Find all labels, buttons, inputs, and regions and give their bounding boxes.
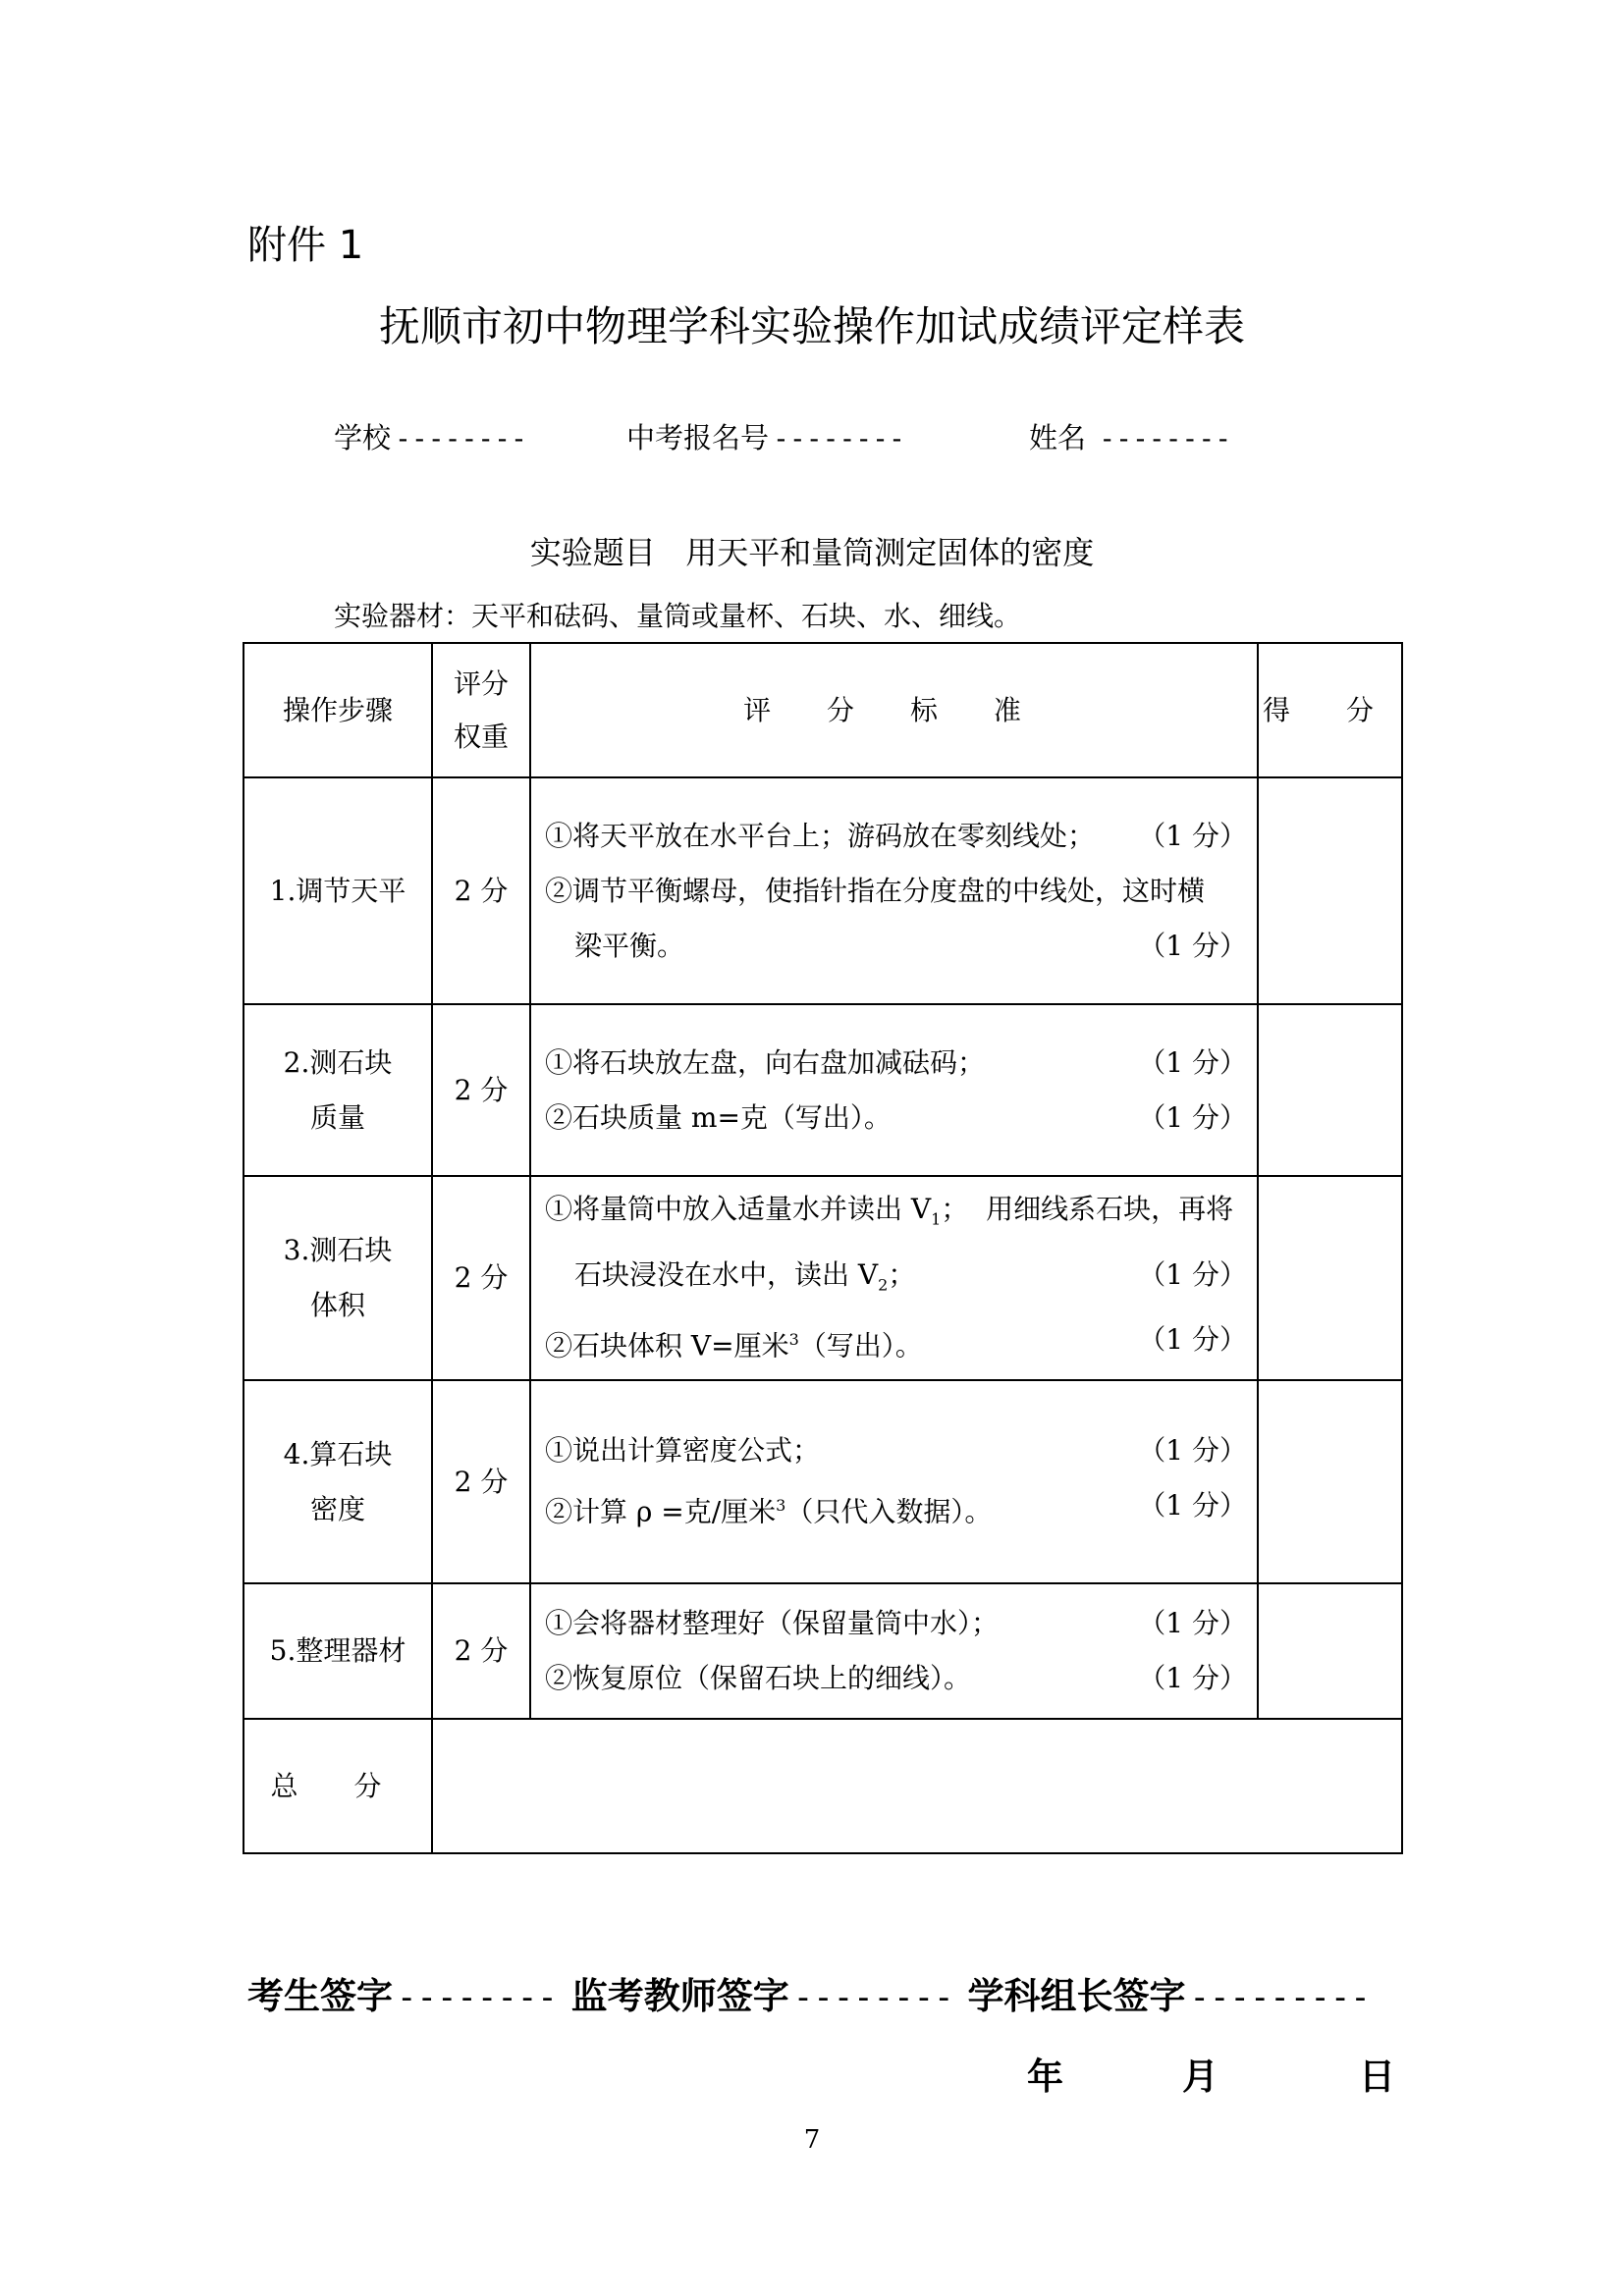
- criteria-cell: [530, 777, 1258, 1004]
- proctor-signature-label: 监考教师签字: [570, 1975, 789, 2017]
- attachment-label: 附件 1: [247, 223, 364, 268]
- table-header-row: [244, 643, 1402, 777]
- subscript: 2: [878, 1275, 889, 1295]
- scoring-table: [243, 642, 1403, 1854]
- weight-cell: 2 分: [432, 1176, 530, 1380]
- score-input-cell[interactable]: [1258, 777, 1402, 1004]
- criterion-text: [545, 1182, 1233, 1248]
- step-name-line2: 质量: [309, 1100, 365, 1134]
- criterion-text: ②石块质量 m=克（写出）。: [545, 1100, 892, 1134]
- school-label: 学校: [334, 421, 392, 454]
- criterion-line: [545, 1036, 1247, 1091]
- name-label: 姓名: [1029, 421, 1087, 454]
- criterion-points: （1 分）: [1138, 1607, 1247, 1639]
- criterion-points: （1 分）: [1138, 1100, 1247, 1134]
- criterion-points: （1 分）: [1138, 1489, 1247, 1522]
- criterion-text-b: （写出）。: [798, 1329, 923, 1362]
- criterion-points: （1 分）: [1138, 929, 1247, 962]
- criterion-points: （1 分）: [1138, 1434, 1247, 1468]
- weight-cell: 2 分: [432, 1380, 530, 1583]
- criterion-line: [545, 919, 1247, 974]
- criterion-text-a: ①将量筒中放入适量水并读出 V: [545, 1193, 932, 1226]
- criterion-text-b: ； 用细线系石块，再将: [941, 1193, 1234, 1226]
- score-input-cell[interactable]: [1258, 1380, 1402, 1583]
- criterion-text: ②恢复原位（保留石块上的细线）。: [545, 1662, 972, 1694]
- exam-number-blank: --------: [773, 422, 905, 454]
- date-year: 年: [1027, 2056, 1063, 2098]
- step-name-line2: 体积: [309, 1289, 365, 1321]
- page-number: 7: [803, 2125, 821, 2155]
- step-name: 4.算石块: [283, 1437, 393, 1470]
- criteria-cell: [530, 1583, 1258, 1719]
- exam-number-field: [626, 416, 905, 456]
- step-cell: [244, 1380, 432, 1583]
- student-signature-label: 考生签字: [247, 1975, 393, 2017]
- criteria-cell: [530, 1004, 1258, 1176]
- table-row: [244, 1583, 1402, 1719]
- header-step: 操作步骤: [244, 643, 432, 777]
- criterion-text: ①将天平放在水平台上；游码放在零刻线处；: [545, 819, 1096, 852]
- experiment-materials: 实验器材：天平和砝码、量筒或量杯、石块、水、细线。: [334, 600, 1022, 632]
- criterion-points: （1 分）: [1138, 1257, 1247, 1291]
- criterion-line: [545, 1423, 1247, 1478]
- criterion-points: （1 分）: [1138, 1662, 1247, 1694]
- leader-signature-blank[interactable]: ---------: [1189, 1978, 1371, 2017]
- criterion-line: [545, 1478, 1247, 1539]
- table-row: [244, 1380, 1402, 1583]
- criterion-text-a: ②石块体积 V=厘米: [545, 1329, 789, 1362]
- step-name: 3.测石块: [283, 1234, 393, 1266]
- criterion-text-b: （只代入数据）。: [785, 1495, 993, 1528]
- superscript: 3: [788, 1330, 799, 1350]
- criterion-points: （1 分）: [1138, 1045, 1247, 1079]
- criterion-text: ①将石块放左盘，向右盘加减砝码；: [545, 1045, 986, 1079]
- header-weight-line2: 权重: [453, 720, 509, 753]
- school-blank: --------: [395, 422, 527, 454]
- step-cell: [244, 1583, 432, 1719]
- signature-line: [247, 1966, 1384, 2019]
- criterion-line: [545, 1248, 1247, 1313]
- score-input-cell[interactable]: [1258, 1004, 1402, 1176]
- weight-cell: 2 分: [432, 1583, 530, 1719]
- date-month: 月: [1182, 2056, 1218, 2098]
- total-row: [244, 1719, 1402, 1853]
- criterion-line: [545, 1312, 1247, 1373]
- score-input-cell[interactable]: [1258, 1176, 1402, 1380]
- school-field: [334, 416, 527, 456]
- subscript: 1: [931, 1209, 942, 1229]
- criterion-line: [545, 1651, 1247, 1706]
- step-name-line2: 密度: [309, 1492, 365, 1525]
- criterion-line: [545, 864, 1247, 919]
- header-score: 得 分: [1258, 643, 1402, 777]
- header-weight: [432, 643, 530, 777]
- criterion-text-continued: 梁平衡。: [574, 929, 685, 962]
- criterion-points: （1 分）: [1138, 819, 1247, 852]
- total-label: 总 分: [244, 1719, 432, 1853]
- leader-signature-label: 学科组长签字: [967, 1975, 1186, 2017]
- criterion-text: ①会将器材整理好（保留量筒中水）；: [545, 1607, 1000, 1639]
- criterion-line: [545, 1091, 1247, 1146]
- step-cell: [244, 1004, 432, 1176]
- criterion-points: （1 分）: [1138, 1323, 1247, 1357]
- criterion-line: [545, 809, 1247, 864]
- step-cell: [244, 777, 432, 1004]
- criterion-line: [545, 1182, 1247, 1248]
- total-score-cell[interactable]: [432, 1719, 1402, 1853]
- step-name: 5.整理器材: [269, 1634, 406, 1667]
- step-name: 1.调节天平: [269, 874, 406, 907]
- step-name: 2.测石块: [283, 1045, 393, 1079]
- table-row: [244, 1004, 1402, 1176]
- proctor-signature-blank[interactable]: --------: [792, 1978, 954, 2017]
- superscript: 3: [776, 1496, 786, 1516]
- criteria-cell: [530, 1380, 1258, 1583]
- exam-number-label: 中考报名号: [626, 421, 770, 454]
- weight-cell: 2 分: [432, 1004, 530, 1176]
- step-cell: [244, 1176, 432, 1380]
- criterion-text-a: ②计算 ρ =克/厘米: [545, 1495, 777, 1528]
- criterion-text: [545, 1478, 992, 1539]
- name-field: [1029, 416, 1231, 456]
- header-weight-line1: 评分: [453, 667, 509, 700]
- student-signature-blank[interactable]: --------: [397, 1978, 558, 2017]
- criterion-text: [545, 1312, 923, 1373]
- criterion-text-continued: [574, 1248, 915, 1313]
- criteria-cell: [530, 1176, 1258, 1380]
- criterion-line: [545, 1596, 1247, 1651]
- criterion-text: ①说出计算密度公式；: [545, 1434, 821, 1468]
- criterion-text: ②调节平衡螺母，使指针指在分度盘的中线处，这时横: [545, 874, 1206, 907]
- date-day: 日: [1359, 2056, 1395, 2098]
- score-input-cell[interactable]: [1258, 1583, 1402, 1719]
- table-row: [244, 1176, 1402, 1380]
- weight-cell: 2 分: [432, 777, 530, 1004]
- experiment-title: 实验题目 用天平和量筒测定固体的密度: [529, 534, 1095, 571]
- name-blank: --------: [1099, 422, 1232, 454]
- criterion-text-b: ；: [888, 1257, 916, 1291]
- document-title: 抚顺市初中物理学科实验操作加试成绩评定样表: [378, 302, 1245, 350]
- criterion-text-a: 石块浸没在水中，读出 V: [574, 1257, 879, 1291]
- header-criteria: 评 分 标 准: [530, 643, 1258, 777]
- table-row: [244, 777, 1402, 1004]
